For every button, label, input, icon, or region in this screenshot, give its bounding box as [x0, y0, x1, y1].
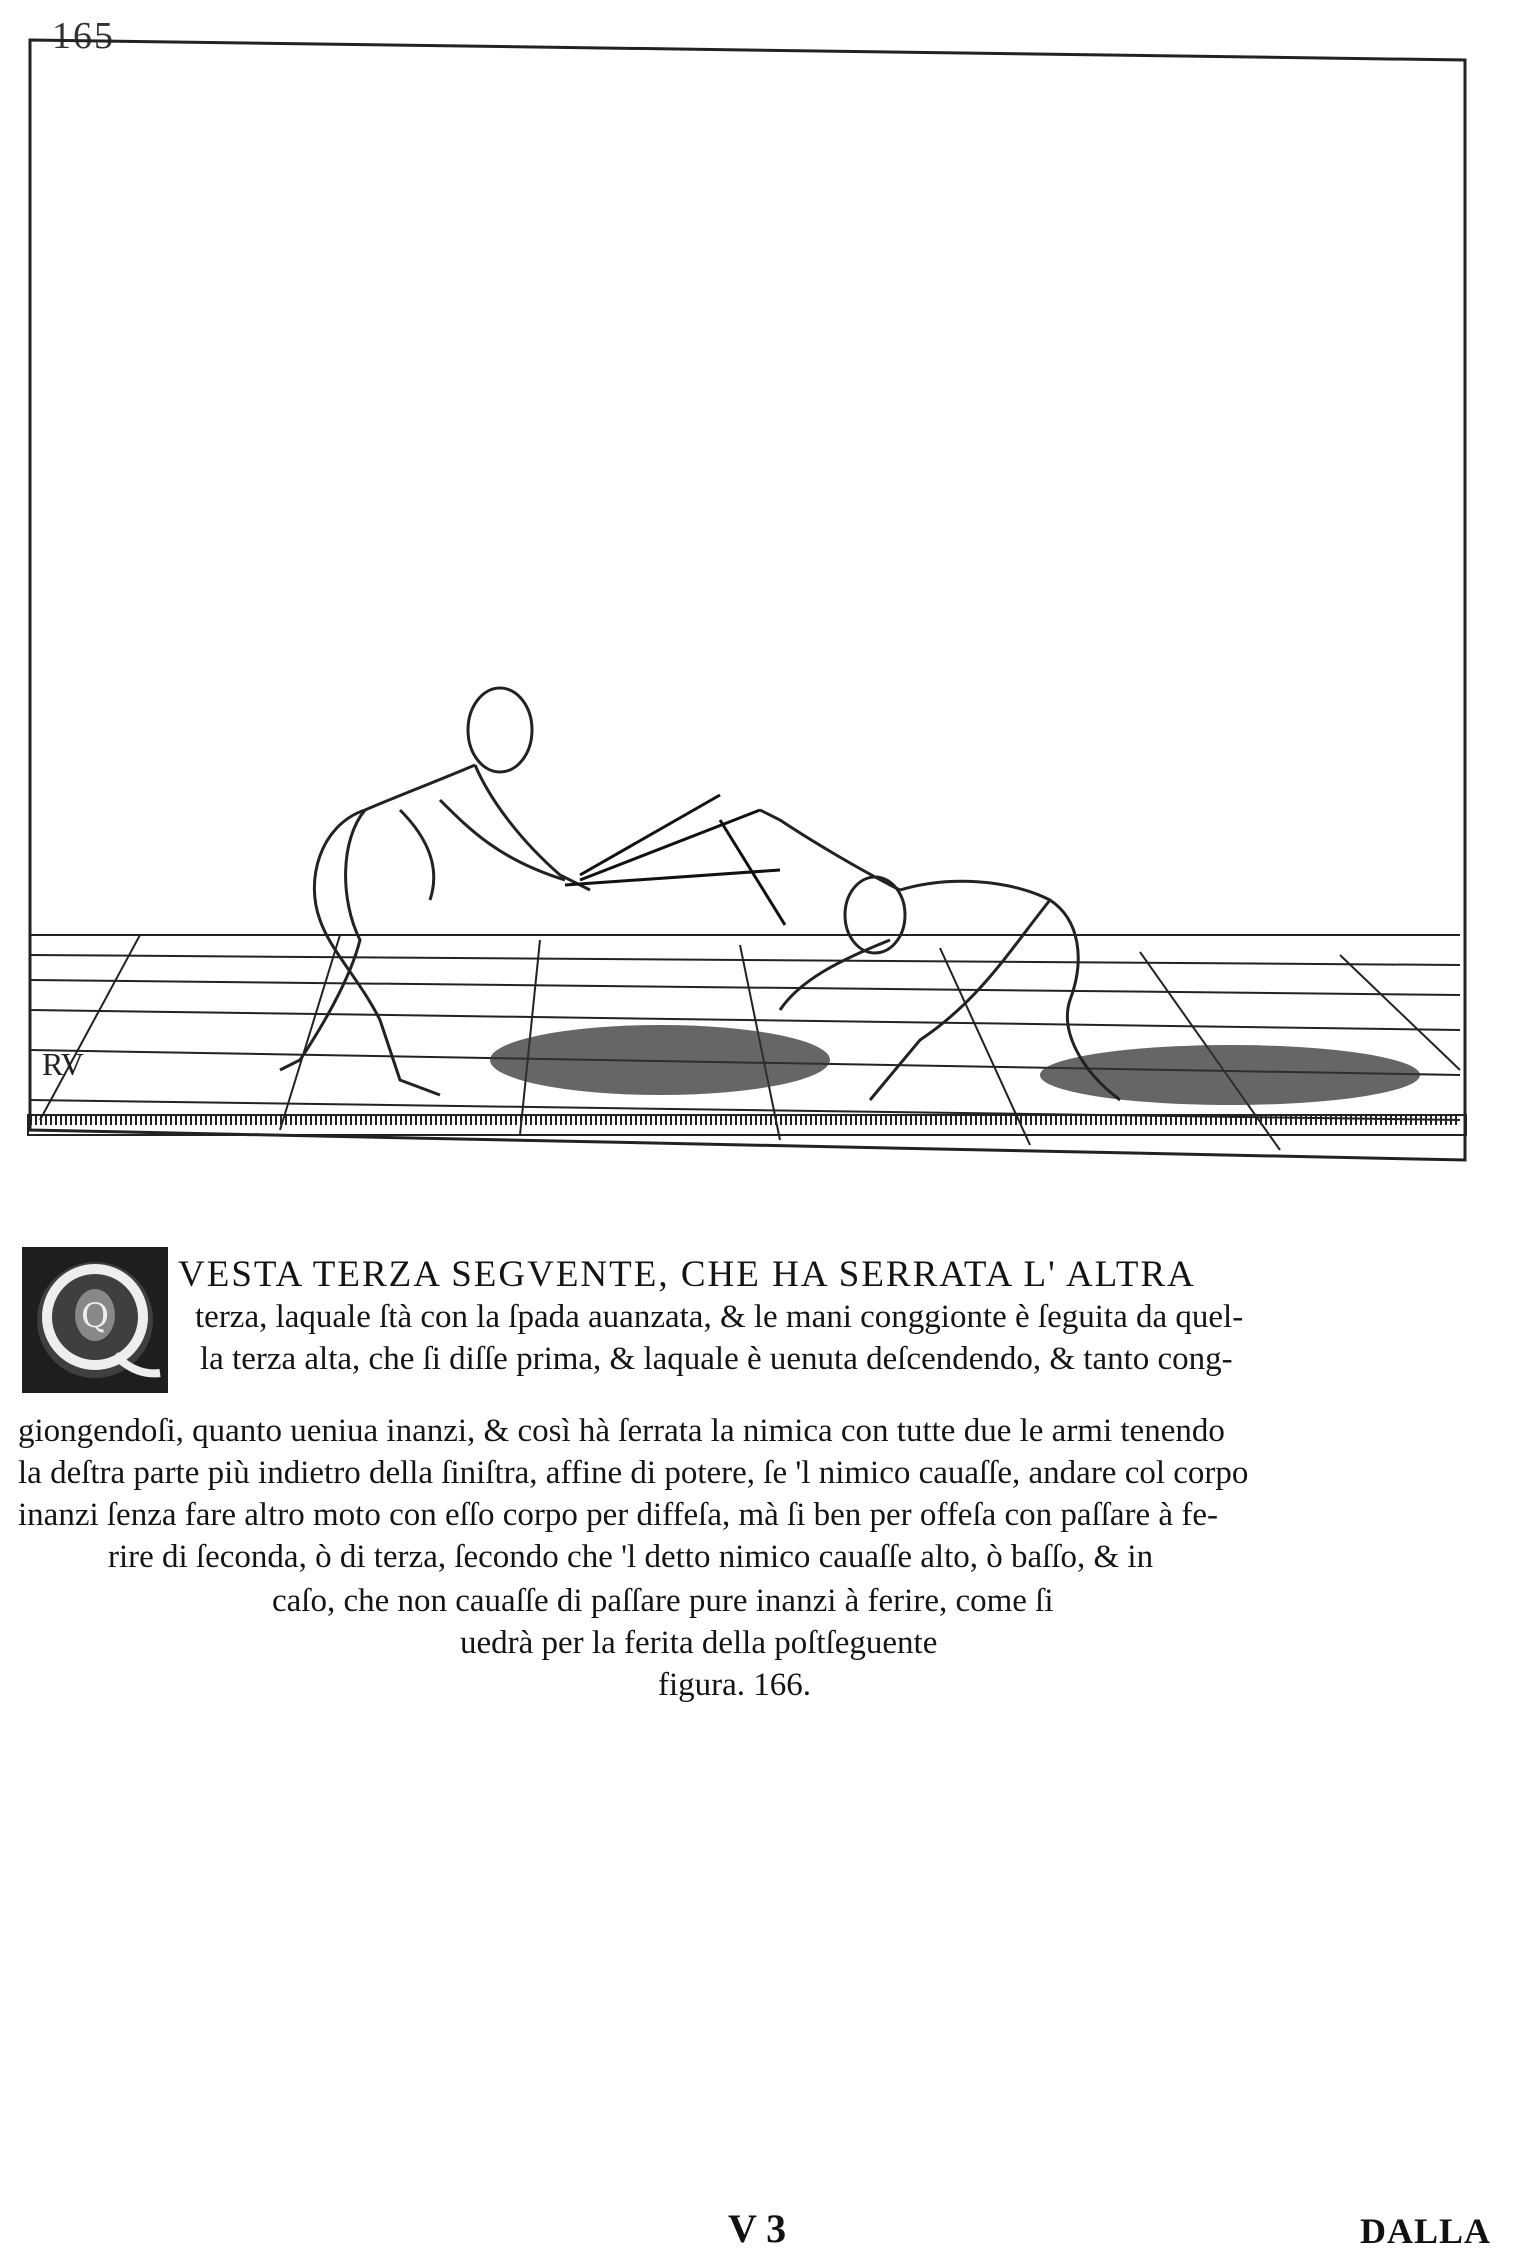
text-line: giongendoſi, quanto ueniua inanzi, & così hà ſerrata la nimica con tutte due le armi tenendo: [18, 1413, 1225, 1449]
text-line: VESTA TERZA SEGVENTE, CHE HA SERRATA L' ALTRA: [178, 1254, 1196, 1295]
text-line: figura. 166.: [658, 1667, 812, 1703]
text-line: la terza alta, che ſi diſſe prima, & laquale è uenuta deſcendendo, & tanto cong-: [200, 1341, 1233, 1377]
text-line: la deſtra parte più indietro della ſiniſtra, affine di potere, ſe 'l nimico cauaſſe, andare col corpo: [18, 1455, 1249, 1491]
decorated-initial-q: [20, 1245, 170, 1395]
engraving-plate: [20, 20, 1480, 1170]
svg-text:Q: Q: [81, 1296, 109, 1336]
left-fencer: [280, 688, 590, 1095]
text-line: uedrà per la ferita della poſtſeguente: [460, 1625, 938, 1661]
text-line: inanzi ſenza fare altro moto con eſſo corpo per diffeſa, mà ſi ben per offeſa con paſſare à fe-: [18, 1497, 1218, 1533]
fencing-illustration: [20, 20, 1480, 1170]
engraver-monogram: RV: [42, 1046, 84, 1082]
text-line: terza, laquale ſtà con la ſpada auanzata, & le mani conggionte è ſeguita da quel-: [195, 1299, 1244, 1335]
signature-mark: V 3: [728, 2206, 787, 2251]
text-line: caſo, che non cauaſſe di paſſare pure inanzi à ferire, come ſi: [272, 1583, 1054, 1619]
swords: [565, 795, 785, 925]
catchword: DALLA: [1360, 2211, 1492, 2251]
page-number: 165: [52, 15, 115, 57]
text-line: rire di ſeconda, ò di terza, ſecondo che 'l detto nimico cauaſſe alto, ò baſſo, & in: [108, 1539, 1154, 1575]
